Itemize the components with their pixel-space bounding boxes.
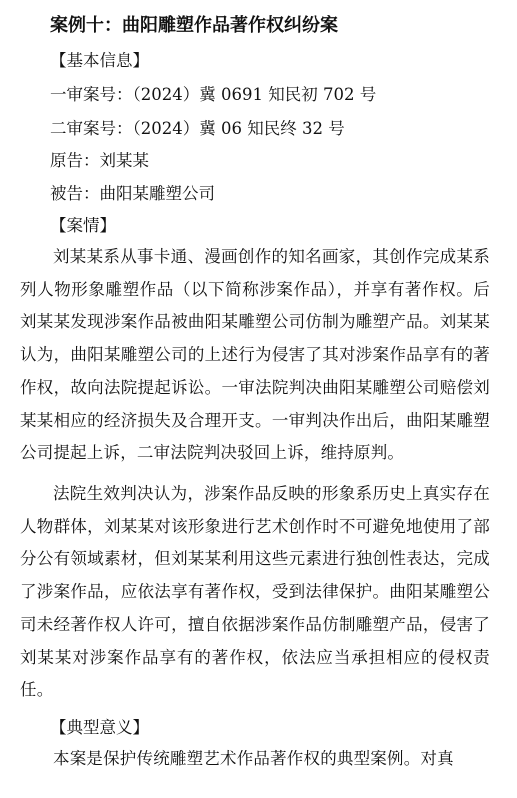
second-instance-case-number: 二审案号：（2024）冀 06 知民终 32 号 xyxy=(50,119,345,138)
case-facts-paragraph: 刘某某系从事卡通、漫画创作的知名画家，其创作完成某系列人物形象雕塑作品（以下简称涉案作品），并享有著作权。后刘某某发现涉案作品被曲阳某雕塑公司仿制为雕塑产品。刘某某认为，曲阳某雕塑公司的上述行为侵害了其对涉案作品享有的著作权，故向法院提起诉讼。一审法院判决曲阳某雕塑公司赔偿刘某某相应的经济损失及合理开支。一审判决作出后，曲阳某雕塑公司提起上诉，二审法院判决驳回上诉，维持原判。 xyxy=(20,247,490,463)
case-facts-heading: 【案情】 xyxy=(50,216,116,235)
basic-info-heading: 【基本信息】 xyxy=(50,51,149,70)
significance-heading: 【典型意义】 xyxy=(50,718,149,737)
significance-paragraph: 本案是保护传统雕塑艺术作品著作权的典型案例。对真 xyxy=(53,749,454,768)
case-title: 案例十：曲阳雕塑作品著作权纠纷案 xyxy=(50,15,338,36)
court-judgment-paragraph: 法院生效判决认为，涉案作品反映的形象系历史上真实存在人物群体，刘某某对该形象进行艺术创作时不可避免地使用了部分公有领域素材，但刘某某利用这些元素进行独创性表达，完成了涉案作品，应依法享有著作权，受到法律保护。曲阳某雕塑公司未经著作权人许可，擅自依据涉案作品仿制雕塑产品，侵害了刘某某对涉案作品享有的著作权，依法应当承担相应的侵权责任。 xyxy=(20,484,490,700)
defendant: 被告：曲阳某雕塑公司 xyxy=(50,184,215,203)
first-instance-case-number: 一审案号：（2024）冀 0691 知民初 702 号 xyxy=(50,85,377,104)
plaintiff: 原告：刘某某 xyxy=(50,151,149,170)
